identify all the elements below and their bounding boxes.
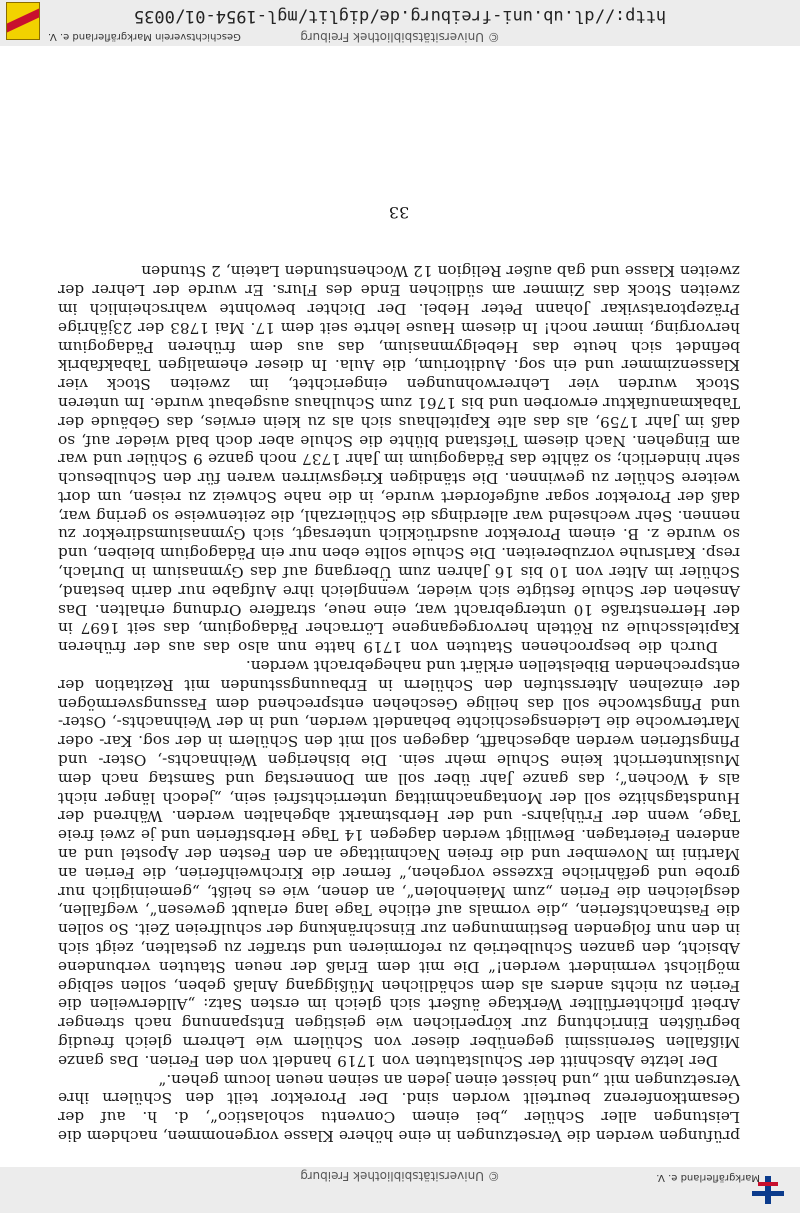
viewer-header	[0, 1167, 800, 1213]
paragraph: Der letzte Abschnitt der Schulstatuten von 1719 handelt von den Ferien. Das ganze Mißfallen Serenissimi gegenüber dieser von Schülern wie Lehrern gleich freudig begrüßten Einrichtung zur körperlichen wie geistigen Entspannung nach strenger Arbeit pflichterfüllter Werktage äußert sich gleich im ersten Satz: „Allderweilen die Ferien zu nichts anders als dem schädlichen Müßiggang Anlaß geben, sollen selbige möglichst vermindert werden!“ Die mit dem Erlaß der neuen Statuten verbundene Absicht, den ganzen Schulbetrieb zu reformieren und straffer zu gestalten, zeigt sich in den nun folgenden Bestimmungen zur Einschränkung der schulfreien Zeit. So sollen die Fastnachtsferien, „die vormals auf etliche Tage lang erlaubt gewesen“, wegfallen, desgleichen die Ferien „zum Maienholen“, an denen, wie es heißt, „gemeiniglich nur grobe und gefährliche Exzesse vorgehen,“ ferner die Kirchweihferien, die Ferien an Martini im November und die freien Nachmittage an den Festen der Apostel und an anderen Feiertagen. Bewilligt werden dagegen 14 Tage Herbstferien und je zwei freie Tage, wenn der Frühjahrs- und der Herbstmarkt abgehalten werden. Während der Hundstagshitze soll der Montagnachmittag unterrichtsfrei sein, „jedoch länger nicht als 4 Wochen“; das ganze Jahr über soll am Donnerstag und Samstag nach dem Musikunterricht keine Schule mehr sein. Die bisherigen Weihnachts-, Oster- und Pfingstferien werden abgeschafft, dagegen soll mit den Schülern in der sog. Kar- oder Marterwoche die Leidensgeschichte behandelt werden, und in der Weihnachts-, Oster- und Pfingstwoche soll das heilige Geschehen entsprechend dem Fassungsvermögen der einzelnen Altersstufen den Schülern in Erbauungsstunden mit Rezitation der entsprechenden Bibelstellen erklärt und nahegebracht werden.	[58, 657, 740, 1070]
page-body	[58, 203, 740, 1145]
viewer-footer	[0, 0, 800, 46]
paragraph: Durch die besprochenen Statuten von 1719 hatte nun also das aus der früheren Kapitelsschule zu Rötteln hervorgegangene Lörracher Pädagogium, das seit 1697 in der Herrenstraße 10 untergebracht war, eine neue, straffere Ordnung erhalten. Das Ansehen der Schule festigte sich wieder, wenngleich ihre Aufgabe nur darin bestand, Schüler im Alter von 10 bis 16 Jahren zum Übergang auf das Gymnasium in Durlach, resp. Karlsruhe vorzubereiten. Die Schule sollte eben nur ein Pädagogium bleiben, und so wurde z. B. einem Prorektor ausdrücklich untersagt, sich Gymnasiumsdirektor zu nennen. Sehr wechselnd war allerdings die Schülerzahl, die zeitenweise so gering war, daß der Prorektor sogar aufgefordert wurde, in die nahe Schweiz zu reisen, um dort weitere Schüler zu gewinnen. Die ständigen Kriegswirren waren für den Schulbesuch sehr hinderlich; so zählte das Pädagogium im Jahr 1737 noch ganze 9 Schüler und war am Eingehen. Nach diesem Tiefstand blühte die Schule aber doch bald wieder auf, so daß im Jahr 1759, als das alte Kapitelhaus sich als zu klein erwies, das Gebäude der Tabakmanufaktur erworben und bis 1761 zum Schulhaus ausgebaut wurde. Im unteren Stock wurden vier Lehrerwohnungen eingerichtet, im zweiten Stock vier Klassenzimmer und ein sog. Auditorium, die Aula. In dieser ehemaligen Tabakfabrik befindet sich heute das Hebelgymnasium, das aus dem früheren Pädagogium hervorging, immer noch! In diesem Hause lehrte seit dem 17. Mai 1783 der 23jährige Präzeptoratsvikar Johann Peter Hebel. Der Dichter bewohnte wahrscheinlich im zweiten Stock das Zimmer am südlichen Ende des Flurs. Er wurde der Lehrer der zweiten Klasse und gab außer Religion 12 Wochenstunden Latein, 2 Stunden	[58, 262, 740, 657]
footer-copyright: © Universitätsbibliothek Freiburg	[300, 30, 500, 44]
header-copyright: © Universitätsbibliothek Freiburg	[300, 1169, 500, 1183]
paragraph: prüfungen werden die Versetzungen in eine höhere Klasse vorgenommen, nachdem die Leistungen aller Schüler „bei einem Conventu scholastico“, d. h. auf der Gesamtkonferenz beurteilt worden sind. Der Prorektor teilt den Schülern ihre Versetzungen mit „und heisset einen jeden an seinen neuen locum gehen.“	[58, 1070, 740, 1145]
page-number: 33	[388, 202, 410, 222]
permalink-url[interactable]: http://dl.ub.uni-freiburg.de/diglit/mgl-1954-01/0035	[133, 6, 667, 26]
header-society-label: Markgräflerland e. V.	[656, 1172, 760, 1183]
footer-society-label: Geschichtsverein Markgräflerland e. V.	[48, 31, 241, 42]
